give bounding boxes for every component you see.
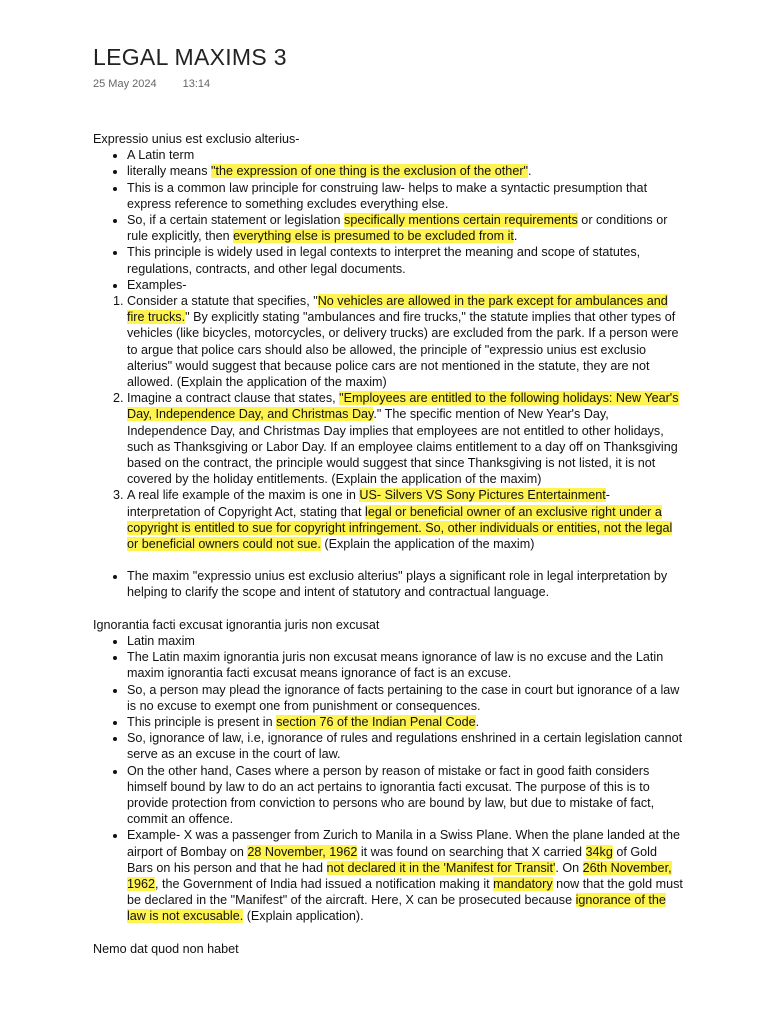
- list-item: • So, ignorance of law, i.e, ignorance of rules and regulations enshrined in a certain legislation cannot serve as an excuse in the court of law.: [127, 730, 683, 762]
- highlight: "Employees are entitled to the following holidays: New Year's Day, Independence Day, and Christmas Day: [127, 391, 679, 422]
- section-heading-expressio: Expressio unius est exclusio alterius-: [93, 132, 300, 146]
- highlight: "the expression of one thing is the exclusion of the other": [211, 164, 528, 179]
- page-date: 25 May 2024: [93, 78, 157, 90]
- highlight: 34kg: [585, 844, 613, 859]
- list-item: • So, a person may plead the ignorance of facts pertaining to the case in court but ignorance of a law is no excuse to exempt one from punishment or consequences.: [127, 682, 683, 714]
- list-item: • A Latin term: [127, 147, 683, 163]
- list-item: • Examples-: [127, 277, 683, 293]
- highlight: section 76 of the Indian Penal Code: [276, 714, 476, 729]
- highlight: US- Silvers VS Sony Pictures Entertainment: [359, 488, 606, 503]
- list-item: 1. Consider a statute that specifies, "No vehicles are allowed in the park except for ambulances and fire trucks." By explicitly stating "ambulances and fire trucks," the statute implies that other types of vehicles (like bicycles, motorcycles, or delivery trucks) are excluded from the park. If a person were to argue that police cars should also be allowed, the principle of "expressio unius est exclusio alterius" would suggest that because police cars are not mentioned in the statute, they are not allowed. (Explain the application of the maxim): [127, 293, 683, 390]
- page-meta: [93, 78, 210, 90]
- highlight: ignorance of the law is not excusable.: [127, 893, 666, 924]
- section-heading-nemo-dat: Nemo dat quod non habet: [93, 941, 239, 956]
- numbered-list: [93, 293, 683, 552]
- page-title: LEGAL MAXIMS 3: [93, 44, 287, 70]
- list-item: • This is a common law principle for construing law- helps to make a syntactic presumption that express reference to something excludes everything else.: [127, 180, 683, 212]
- spacer: [93, 552, 683, 568]
- list-item: • The maxim "expressio unius est exclusio alterius" plays a significant role in legal interpretation by helping to clarify the scope and intent of statutory and contractual language.: [127, 568, 683, 600]
- section-heading-ignorantia: Ignorantia facti excusat ignorantia juris non excusat: [93, 617, 380, 632]
- highlight: everything else is presumed to be excluded from it: [233, 229, 514, 244]
- bullet-list: [93, 147, 683, 293]
- bullet-list: [93, 568, 683, 600]
- highlight: not declared it in the 'Manifest for Transit': [326, 860, 556, 875]
- spacer: [93, 601, 683, 617]
- highlight: 26th November, 1962: [127, 860, 672, 891]
- spacer: [93, 925, 683, 941]
- page-time: 13:14: [182, 78, 211, 90]
- highlight: mandatory: [493, 876, 553, 891]
- list-item: 2. Imagine a contract clause that states, "Employees are entitled to the following holidays: New Year's Day, Independence Day, and Christmas Day." The specific mention of New Year's Day, Independence Day, and Christmas Day implies that employees are not entitled to other holidays, such as Thanksgiving or Labor Day. If an employee claims entitlement to a day off on Thanksgiving based on the contract, the principle would suggest that since Thanksgiving is not listed, it is not covered by the holiday entitlements. (Explain the application of the maxim): [127, 390, 683, 487]
- highlight: No vehicles are allowed in the park except for ambulances and fire trucks.: [127, 294, 668, 325]
- list-item: • So, if a certain statement or legislation specifically mentions certain requirements or conditions or rule explicitly, then everything else is presumed to be excluded from it.: [127, 212, 683, 244]
- list-item: • literally means "the expression of one thing is the exclusion of the other".: [127, 163, 683, 179]
- list-item: 3. A real life example of the maxim is one in US- Silvers VS Sony Pictures Entertainment- interpretation of Copyright Act, stating that legal or beneficial owner of an exclusive right under a copyright is entitled to sue for copyright infringement. So, other individuals or entities, not the legal or beneficial owners could not sue. (Explain the application of the maxim): [127, 487, 683, 552]
- highlight: legal or beneficial owner of an exclusive right under a copyright is entitled to sue for copyright infringement. So, other individuals or entities, not the legal or beneficial owners could not sue.: [127, 504, 673, 552]
- list-item: • This principle is present in section 76 of the Indian Penal Code.: [127, 714, 683, 730]
- list-item: • This principle is widely used in legal contexts to interpret the meaning and scope of statutes, regulations, contracts, and other legal documents.: [127, 244, 683, 276]
- list-item: • On the other hand, Cases where a person by reason of mistake or fact in good faith considers himself bound by law to do an act pertains to ignorantia facti excusat. The purpose of this is to provide protection from conviction to persons who are bound by law, but due to mistake of fact, commit an offence.: [127, 763, 683, 828]
- list-item: • The Latin maxim ignorantia juris non excusat means ignorance of law is no excuse and the Latin maxim ignorantia facti excusat means ignorance of fact is an excuse.: [127, 649, 683, 681]
- list-item: • Example- X was a passenger from Zurich to Manila in a Swiss Plane. When the plane landed at the airport of Bombay on 28 November, 1962 it was found on searching that X carried 34kg of Gold Bars on his person and that he had not declared it in the 'Manifest for Transit'. On 26th November, 1962, the Government of India had issued a notification making it mandatory now that the gold must be declared in the "Manifest" of the aircraft. Here, X can be prosecuted because ignorance of the law is not excusable. (Explain application).: [127, 827, 683, 924]
- note-content[interactable]: [93, 131, 683, 957]
- list-item: • Latin maxim: [127, 633, 683, 649]
- highlight: specifically mentions certain requirements: [344, 213, 578, 228]
- bullet-list: [93, 633, 683, 925]
- highlight: 28 November, 1962: [247, 844, 358, 859]
